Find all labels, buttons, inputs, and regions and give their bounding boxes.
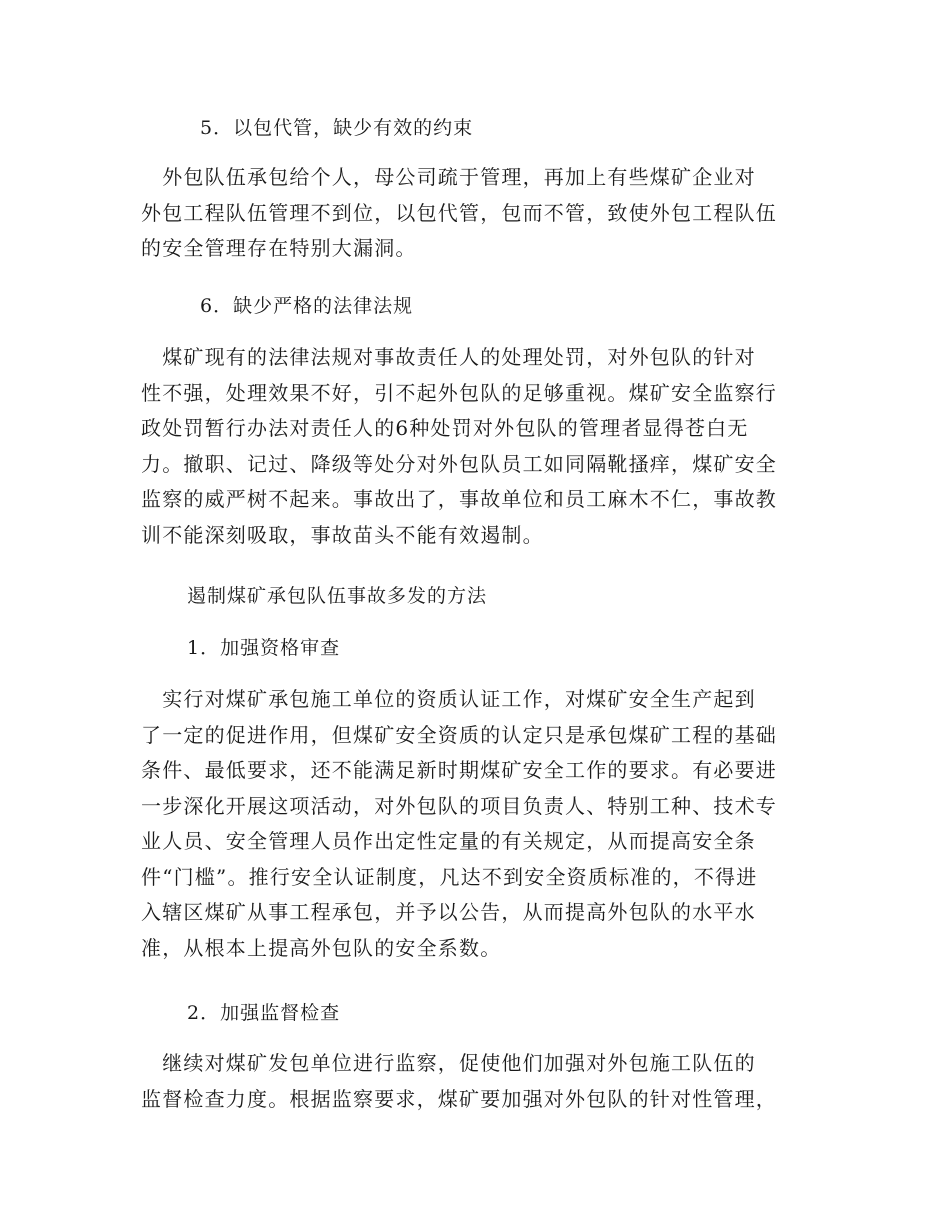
paragraph-line: 力。撤职、记过、降级等处分对外包队员工如同隔靴搔痒，煤矿安全 [141, 451, 777, 476]
paragraph-line: 的安全管理存在特别大漏洞。 [141, 236, 417, 260]
paragraph-line: 一步深化开展这项活动，对外包队的项目负责人、特别工种、技术专 [141, 793, 777, 818]
section-heading-6: 6．缺少严格的法律法规 [200, 295, 414, 317]
section-heading-1: 1．加强资格审查 [187, 637, 341, 659]
section-heading-methods: 遏制煤矿承包队伍事故多发的方法 [187, 585, 488, 607]
paragraph-line: 政处罚暂行办法对责任人的6种处罚对外包队的管理者显得苍白无 [141, 416, 749, 440]
paragraph-line: 了一定的促进作用，但煤矿安全资质的认定只是承包煤矿工程的基础 [141, 722, 777, 747]
section-paragraph-1 [141, 682, 813, 966]
paragraph-line: 入辖区煤矿从事工程承包，并予以公告，从而提高外包队的水平水 [141, 900, 756, 924]
paragraph-line: 训不能深刻吸取，事故苗头不能有效遏制。 [141, 522, 544, 547]
paragraph-line: 条件、最低要求，还不能满足新时期煤矿安全工作的要求。有必要进 [141, 758, 777, 782]
section-heading-5: 5．以包代管，缺少有效的约束 [200, 117, 474, 139]
paragraph-line: 业人员、安全管理人员作出定性定量的有关规定，从而提高安全条 [141, 829, 756, 853]
section-paragraph-2 [141, 1046, 813, 1117]
paragraph-line: 实行对煤矿承包施工单位的资质认证工作，对煤矿安全生产起到 [141, 687, 756, 711]
paragraph-line: 监督检查力度。根据监察要求，煤矿要加强对外包队的针对性管理， [141, 1086, 777, 1111]
paragraph-line: 外包工程队伍管理不到位，以包代管，包而不管，致使外包工程队伍 [141, 200, 777, 225]
paragraph-line: 监察的威严树不起来。事故出了，事故单位和员工麻木不仁，事故教 [141, 487, 777, 511]
paragraph-line: 继续对煤矿发包单位进行监察，促使他们加强对外包施工队伍的 [141, 1051, 756, 1075]
paragraph-line: 煤矿现有的法律法规对事故责任人的处理处罚，对外包队的针对 [141, 345, 756, 369]
section-paragraph-6 [141, 340, 813, 553]
paragraph-line: 外包队伍承包给个人，母公司疏于管理，再加上有些煤矿企业对 [141, 165, 756, 189]
section-paragraph-5 [141, 160, 813, 267]
paragraph-line: 准，从根本上提高外包队的安全系数。 [141, 935, 502, 960]
paragraph-line: 件“门槛”。推行安全认证制度，凡达不到安全资质标准的，不得进 [141, 864, 758, 889]
paragraph-line: 性不强，处理效果不好，引不起外包队的足够重视。煤矿安全监察行 [141, 380, 777, 405]
section-heading-2: 2．加强监督检查 [187, 1002, 341, 1024]
